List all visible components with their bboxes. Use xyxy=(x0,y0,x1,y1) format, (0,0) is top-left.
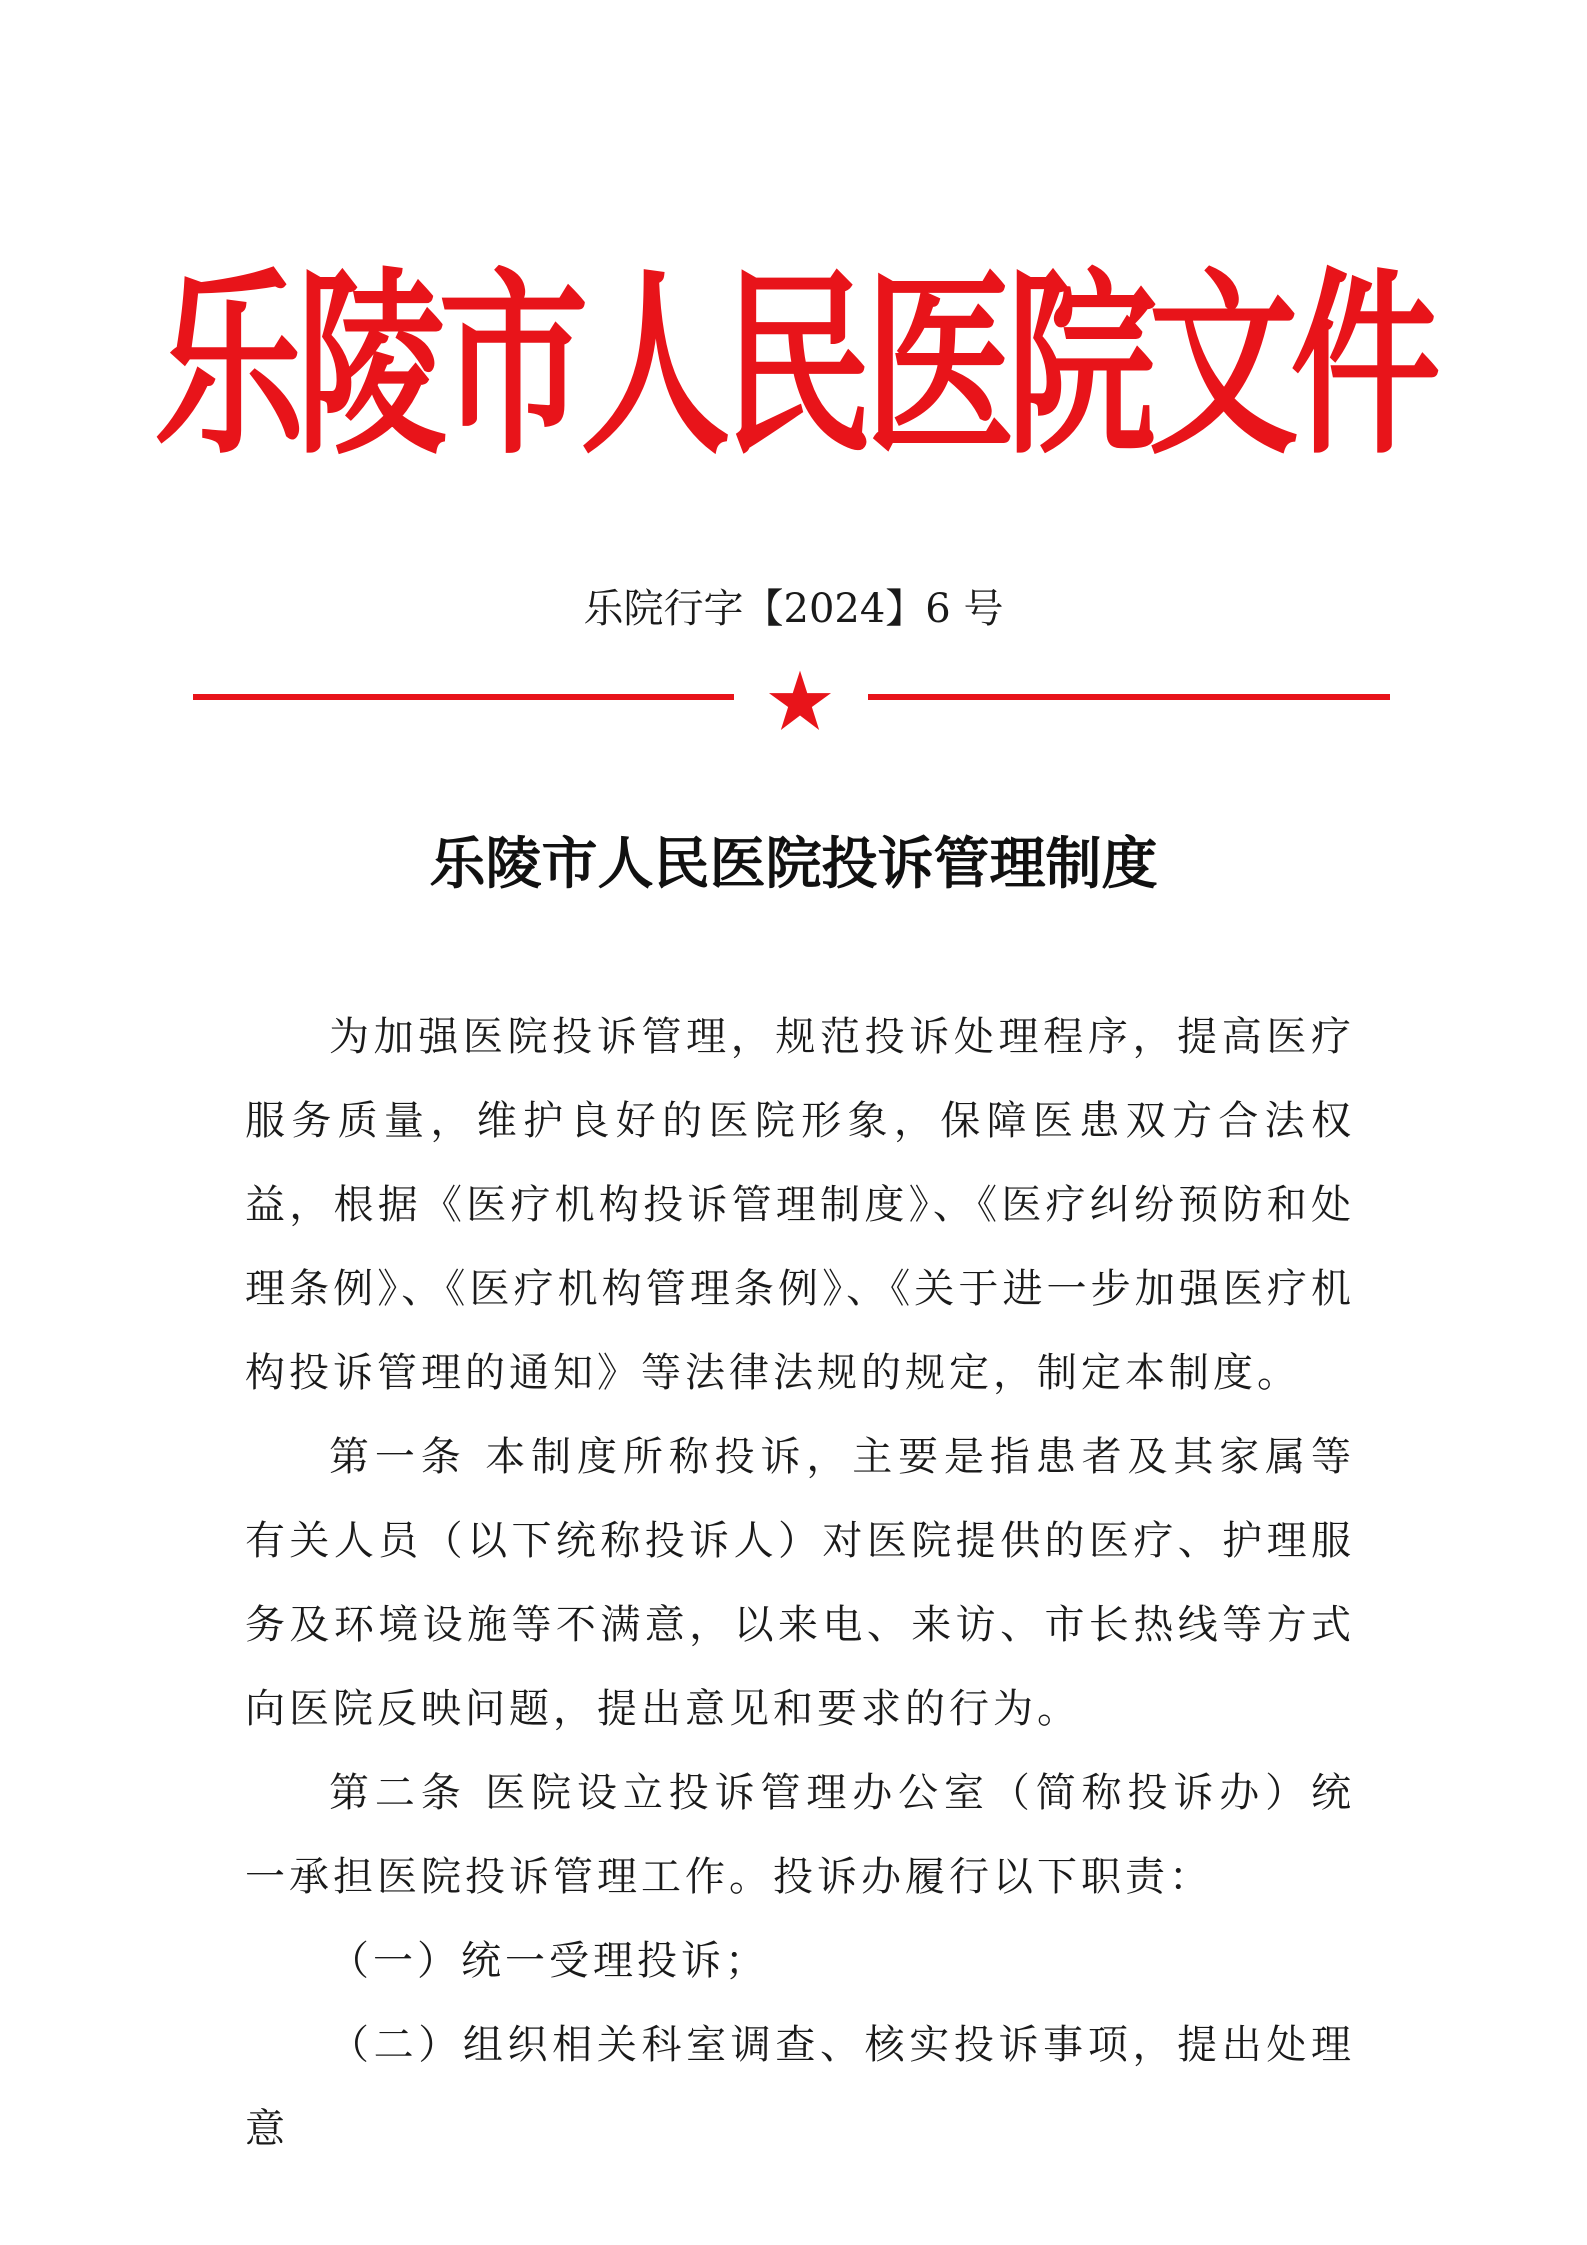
document-title: 乐陵市人民医院投诉管理制度 xyxy=(429,832,1158,897)
paragraph-item-1: （一）统一受理投诉； xyxy=(329,1938,769,1984)
paragraph-article-2: 第二条 医院设立投诉管理办公室（简称投诉办）统一承担医院投诉管理工作。投诉办履行以下职责： xyxy=(245,1770,1355,1900)
red-divider-left xyxy=(193,694,734,700)
paragraph-preamble: 为加强医院投诉管理，规范投诉处理程序，提高医疗服务质量，维护良好的医院形象，保障医患双方合法权益，根据《医疗机构投诉管理制度》、《医疗纠纷预防和处理条例》、《医疗机构管理条例》、《关于进一步加强医疗机构投诉管理的通知》等法律法规的规定，制定本制度。 xyxy=(245,1014,1355,1396)
red-divider-right xyxy=(868,694,1390,700)
document-number: 乐院行字【2024】6 号 xyxy=(583,586,1004,632)
document-body xyxy=(245,995,1355,2171)
star-icon xyxy=(767,668,833,734)
paragraph-item-2: （二）组织相关科室调查、核实投诉事项，提出处理意 xyxy=(245,2022,1355,2152)
masthead-title: 乐陵市人民医院文件 xyxy=(154,252,1433,482)
paragraph-article-1: 第一条 本制度所称投诉，主要是指患者及其家属等有关人员（以下统称投诉人）对医院提供的医疗、护理服务及环境设施等不满意，以来电、来访、市长热线等方式向医院反映问题，提出意见和要求的行为。 xyxy=(245,1434,1355,1732)
